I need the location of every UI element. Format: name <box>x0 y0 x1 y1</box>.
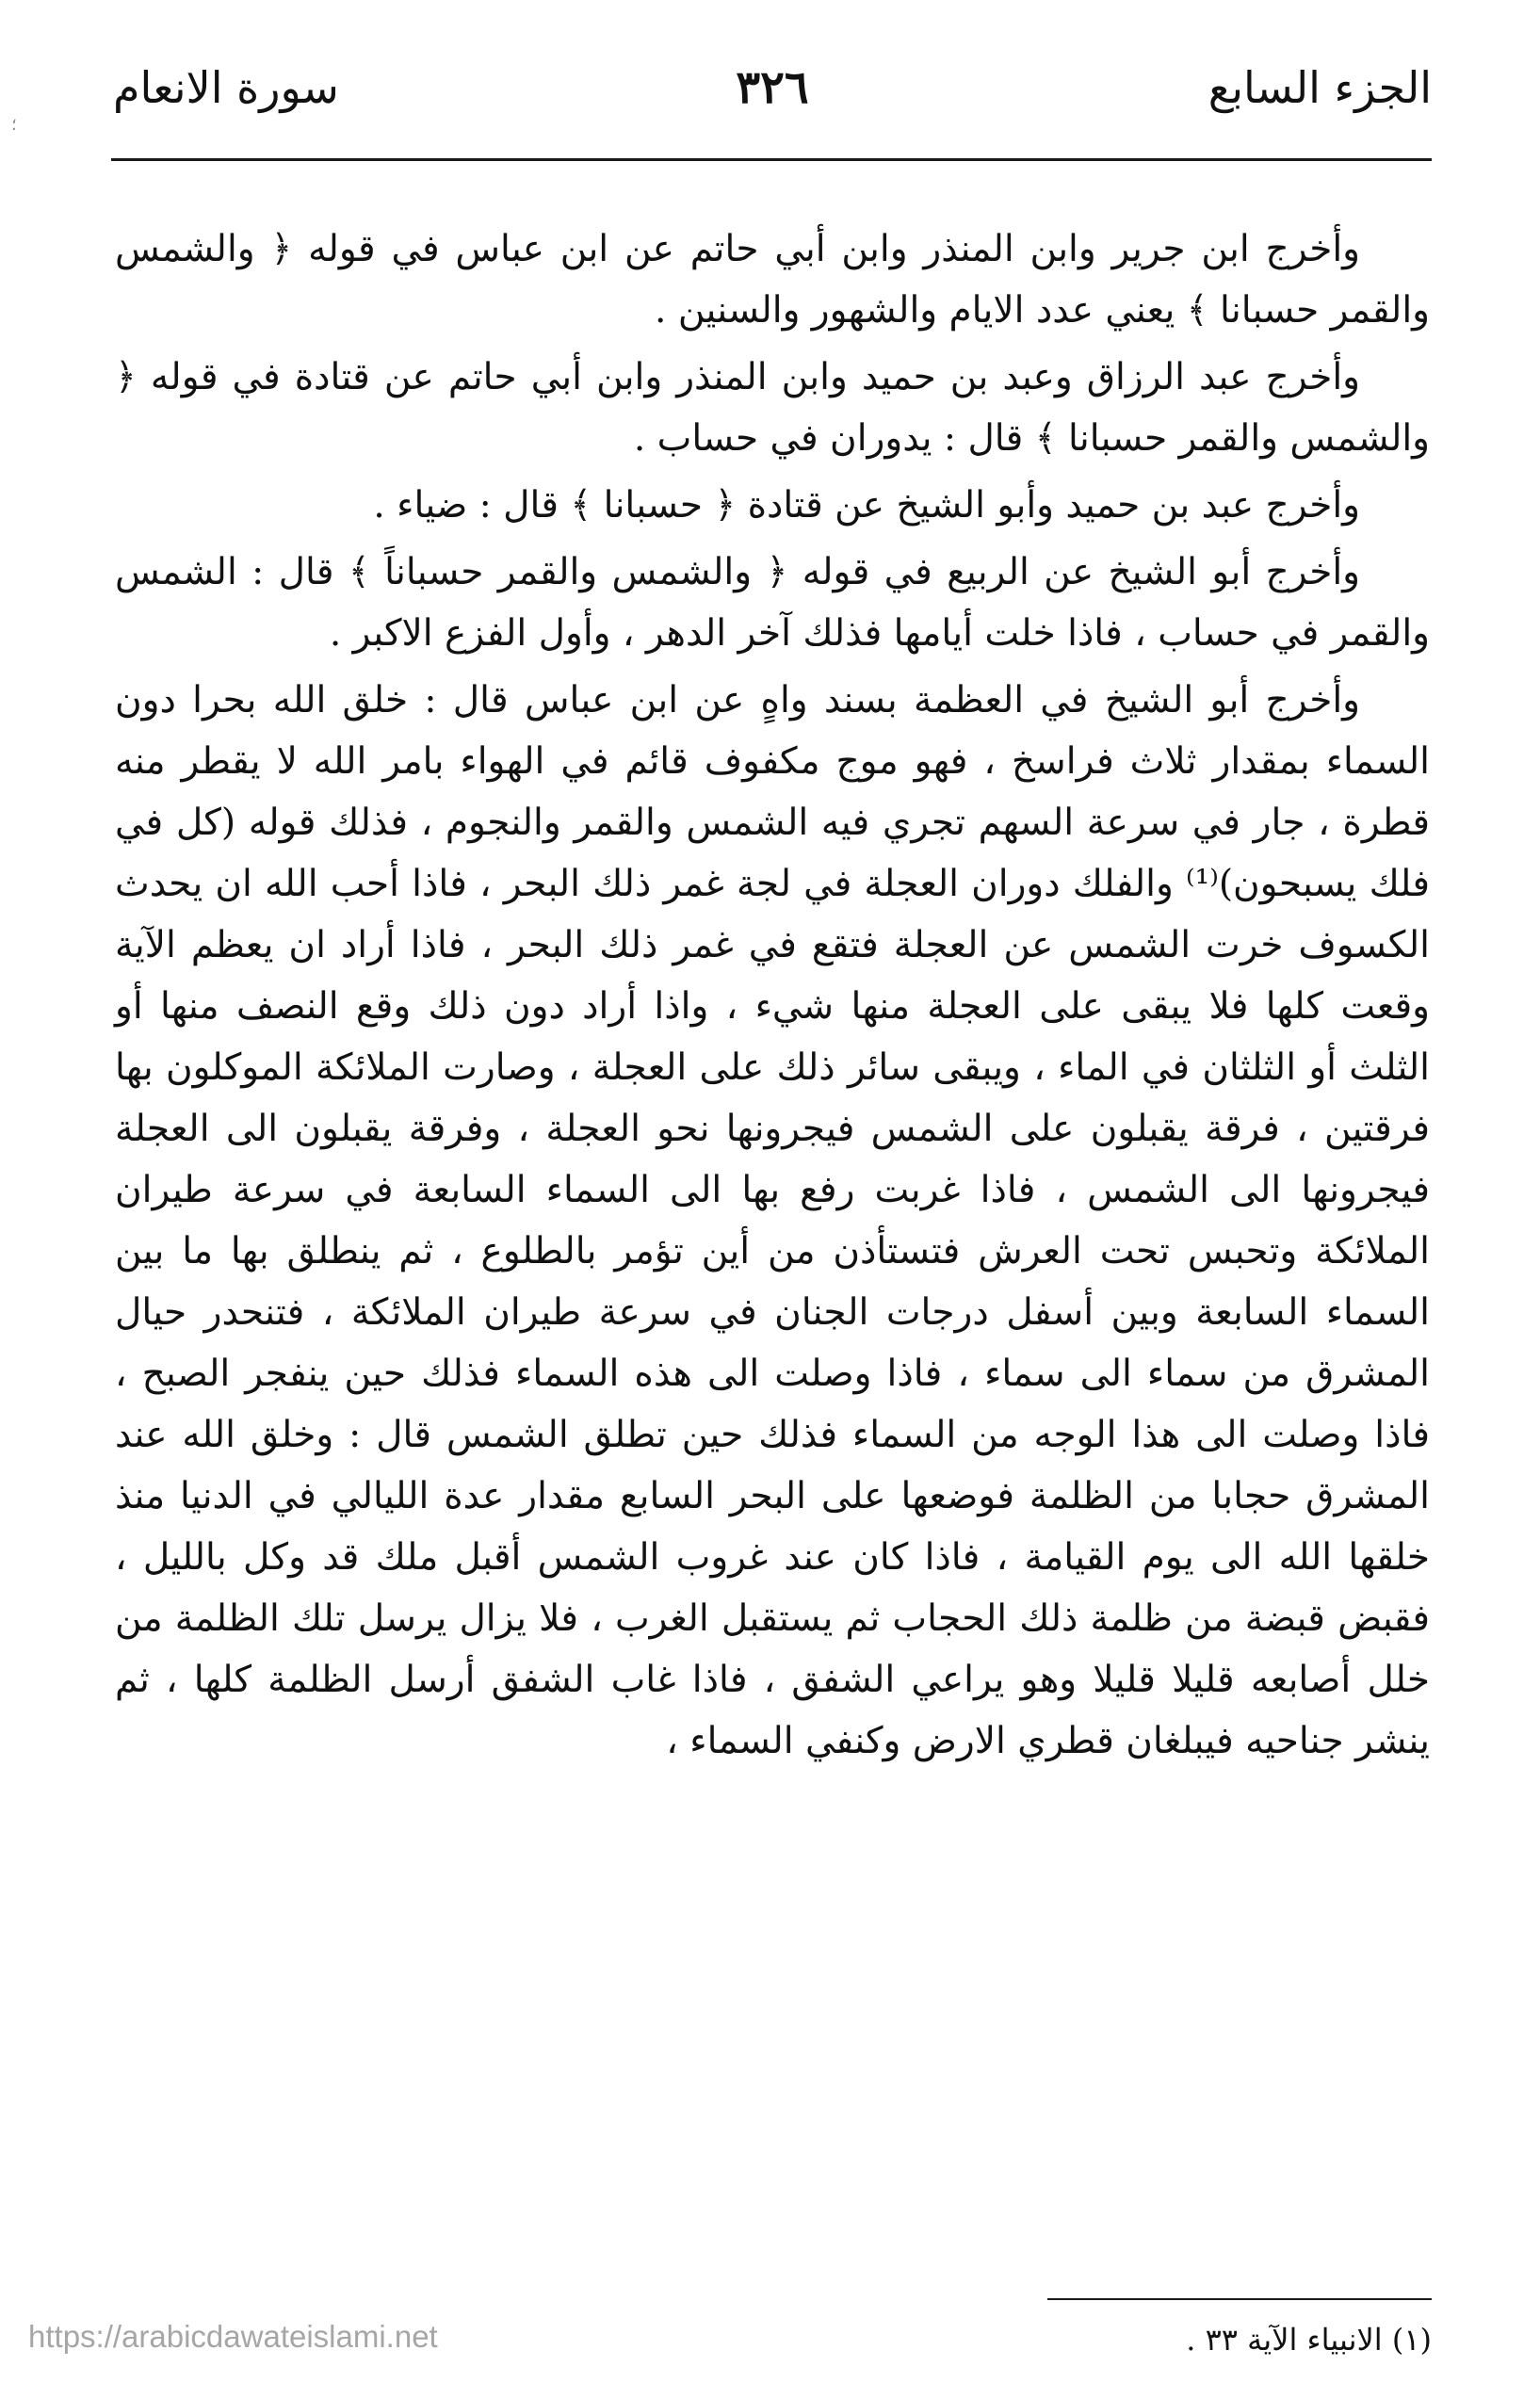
part-title: الجزء السابع <box>1208 62 1432 113</box>
footnote: (١) الانبياء الآية ٣٣ . <box>1186 2322 1432 2358</box>
footnote-divider <box>1047 2298 1432 2300</box>
header-divider <box>111 158 1432 161</box>
paragraph: وأخرج أبو الشيخ عن الربيع في قوله ﴿ والشمس والقمر حسباناً ﴾ قال : الشمس والقمر في حساب ، فاذا خلت أيامها فذلك آخر الدهر ، وأول الفزع الاكبر . <box>115 551 1430 655</box>
paragraph: وأخرج أبو الشيخ في العظمة بسند واهٍ عن ابن عباس قال : خلق الله بحرا دون السماء بمقدار ثلاث فراسخ ، فهو موج مكفوف قائم في الهواء بامر الله لا يقطر منه قطرة ، جار في سرعة السهم تجري فيه الشمس والقمر والنجوم ، فذلك قوله (كل في فلك يسبحون)⁽¹⁾ والفلك دوران العجلة في لجة غمر ذلك البحر ، فاذا أحب الله ان يحدث الكسوف خرت الشمس عن العجلة فتقع في غمر ذلك البحر ، فاذا أراد ان يعظم الآية وقعت كلها فلا يبقى على العجلة منها شيء ، واذا أراد دون ذلك وقع النصف منها أو الثلث أو الثلثان في الماء ، ويبقى سائر ذلك على العجلة ، وصارت الملائكة الموكلون بها فرقتين ، فرقة يقبلون على الشمس فيجرونها نحو العجلة ، وفرقة يقبلون الى العجلة فيجرونها الى الشمس ، فاذا غربت رفع بها الى السماء السابعة في سرعة طيران الملائكة وتحبس تحت العرش فتستأذن من أين تؤمر بالطلوع ، ثم ينطلق بها ما بين السماء السابعة وبين أسفل درجات الجنان في سرعة طيران الملائكة ، فتنحدر حيال المشرق من سماء الى سماء ، فاذا وصلت الى هذه السماء فذلك حين ينفجر الصبح ، فاذا وصلت الى هذا الوجه من السماء فذلك حين تطلق الشمس قال : وخلق الله عند المشرق حجابا من الظلمة فوضعها على البحر السابع مقدار عدة الليالي في الدنيا منذ خلقها الله الى يوم القيامة ، فاذا كان عند غروب الشمس أقبل ملك قد وكل بالليل ، فقبض قبضة من ظلمة ذلك الحجاب ثم يستقبل الغرب ، فلا يزال يرسل تلك الظلمة من خلل أصابعه قليلا قليلا وهو يراعي الشفق ، فاذا غاب الشفق أرسل الظلمة كلها ، ثم ينشر جناحيه فيبلغان قطري الارض وكنفي السماء ، <box>115 679 1430 1762</box>
paragraph: وأخرج عبد بن حميد وأبو الشيخ عن قتادة ﴿ حسبانا ﴾ قال : ضياء . <box>373 484 1360 527</box>
watermark-url[interactable]: https://arabicdawateislami.net <box>28 2319 438 2354</box>
paragraph: وأخرج ابن جرير وابن المنذر وابن أبي حاتم عن ابن عباس في قوله ﴿ والشمس والقمر حسبانا ﴾ يعني عدد الايام والشهور والسنين . <box>115 228 1430 332</box>
scan-mark: ؛ <box>11 115 17 135</box>
page-header <box>113 55 1432 121</box>
surah-title: سورة الانعام <box>113 62 339 113</box>
page-number: ٣٢٦ <box>736 61 809 114</box>
page-body <box>115 219 1430 1772</box>
paragraph: وأخرج عبد الرزاق وعبد بن حميد وابن المنذر وابن أبي حاتم عن قتادة في قوله ﴿ والشمس والقمر حسبانا ﴾ قال : يدوران في حساب . <box>115 356 1430 460</box>
